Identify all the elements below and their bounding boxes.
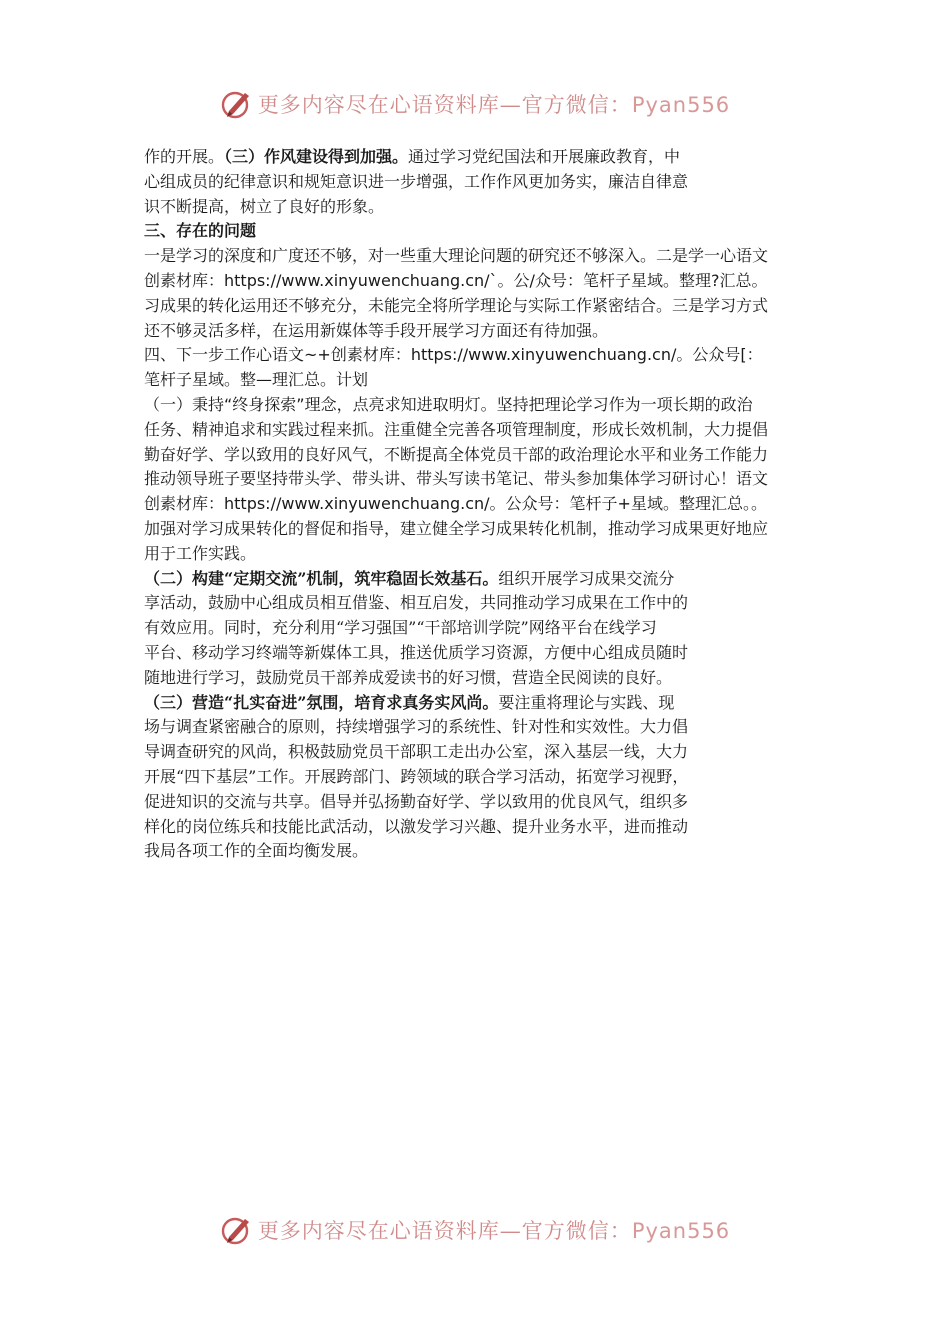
body-text: 促进知识的交流与共享。倡导并弘扬勤奋好学、学以致用的优良风气，组织多 [144,791,689,811]
bold-heading-text: 三、存在的问题 [144,221,257,241]
body-text: 任务、精神追求和实践过程来抓。注重健全完善各项管理制度，形成长效机制，大力提倡 [144,419,769,439]
body-text: 开展“四下基层”工作。开展跨部门、跨领域的联合学习活动，拓宽学习视野， [144,766,689,786]
text-line [144,219,816,244]
text-line [144,418,816,443]
watermark-footer [0,1210,950,1250]
body-text: 场与调查紧密融合的原则，持续增强学习的系统性、针对性和实效性。大力倡 [144,717,689,737]
text-line [144,790,816,815]
text-line [144,839,816,864]
watermark-text: 更多内容尽在心语资料库—官方微信：Pyan556 [257,93,731,117]
body-text: 作的开展。 [144,147,225,166]
text-line [144,443,816,468]
body-text: 随地进行学习，鼓励党员干部养成爱读书的好习惯，营造全民阅读的良好。 [144,667,673,687]
text-line [144,195,816,220]
text-line [144,765,816,790]
text-line [144,740,816,765]
watermark-text: 更多内容尽在心语资料库—官方微信：Pyan556 [257,1219,731,1243]
text-line [144,244,816,269]
text-line [144,294,816,319]
text-line [144,492,816,517]
text-line [144,517,816,542]
text-line [144,616,816,641]
bold-heading-text: （三）作风建设得到加强。 [224,147,409,166]
text-line [144,715,816,740]
body-text: 笔杆子星域。整—理汇总。计划 [144,370,369,390]
pen-circle-logo-icon [220,87,254,121]
body-text: 要注重将理论与实践、现 [498,692,675,712]
body-text: 平台、移动学习终端等新媒体工具，推送优质学习资源，方便中心组成员随时 [144,642,689,662]
body-text: 加强对学习成果转化的督促和指导，建立健全学习成果转化机制，推动学习成果更好地应 [144,518,769,538]
text-line [144,145,816,170]
body-text: 创素材库：https://www.xinyuwenchuang.cn/`。公/众号：笔杆子星域。整理?汇总。 [144,270,768,290]
text-line [144,567,816,592]
text-line [144,343,816,368]
text-line [144,542,816,567]
pen-circle-logo-icon [220,1213,254,1247]
text-line [144,368,816,393]
body-text: 创素材库：https://www.xinyuwenchuang.cn/。公众号：笔杆子+星域。整理汇总。。 [144,494,767,514]
text-line [144,170,816,195]
body-text: 习成果的转化运用还不够充分，未能完全将所学理论与实际工作紧密结合。三是学习方式 [144,295,769,315]
body-text: 享活动，鼓励中心组成员相互借鉴、相互启发，共同推动学习成果在工作中的 [144,593,689,613]
body-text: 四、下一步工作心语文~+创素材库：https://www.xinyuwenchuang.cn/。公众号[： [144,345,763,365]
text-line [144,467,816,492]
body-text: 还不够灵活多样，在运用新媒体等手段开展学习方面还有待加强。 [144,320,609,340]
body-text: 组织开展学习成果交流分 [498,568,675,588]
text-line [144,591,816,616]
text-line [144,666,816,691]
text-line [144,641,816,666]
body-text: 一是学习的深度和广度还不够，对一些重大理论问题的研究还不够深入。二是学一心语文 [144,246,769,266]
body-text: 用于工作实践。 [144,543,257,563]
bold-heading-text: （三）营造“扎实奋进”氛围，培育求真务实风尚。 [144,692,499,712]
body-text: （一）秉持“终身探索”理念，点亮求知进取明灯。坚持把理论学习作为一项长期的政治 [144,394,753,414]
watermark-header [0,84,950,124]
text-line [144,691,816,716]
body-text: 识不断提高，树立了良好的形象。 [144,196,385,216]
text-line [144,269,816,294]
text-line [144,319,816,344]
body-text: 心组成员的纪律意识和规矩意识进一步增强，工作作风更加务实，廉洁自律意 [144,171,689,191]
body-text: 我局各项工作的全面均衡发展。 [144,841,369,861]
bold-heading-text: （二）构建“定期交流”机制，筑牢稳固长效基石。 [144,568,499,588]
body-text: 样化的岗位练兵和技能比武活动，以激发学习兴趣、提升业务水平，进而推动 [144,816,689,836]
body-text: 有效应用。同时，充分利用“学习强国”“干部培训学院”网络平台在线学习 [144,618,657,638]
document-body [144,145,816,864]
body-text: 推动领导班子要坚持带头学、带头讲、带头写读书笔记、带头参加集体学习研讨心！语文 [144,469,769,489]
text-line [144,393,816,418]
body-text: 导调查研究的风尚，积极鼓励党员干部职工走出办公室，深入基层一线，大力 [144,742,689,762]
body-text: 勤奋好学、学以致用的良好风气，不断提高全体党员干部的政治理论水平和业务工作能力 [144,444,769,464]
body-text: 通过学习党纪国法和开展廉政教育，中 [408,147,681,166]
text-line [144,815,816,840]
